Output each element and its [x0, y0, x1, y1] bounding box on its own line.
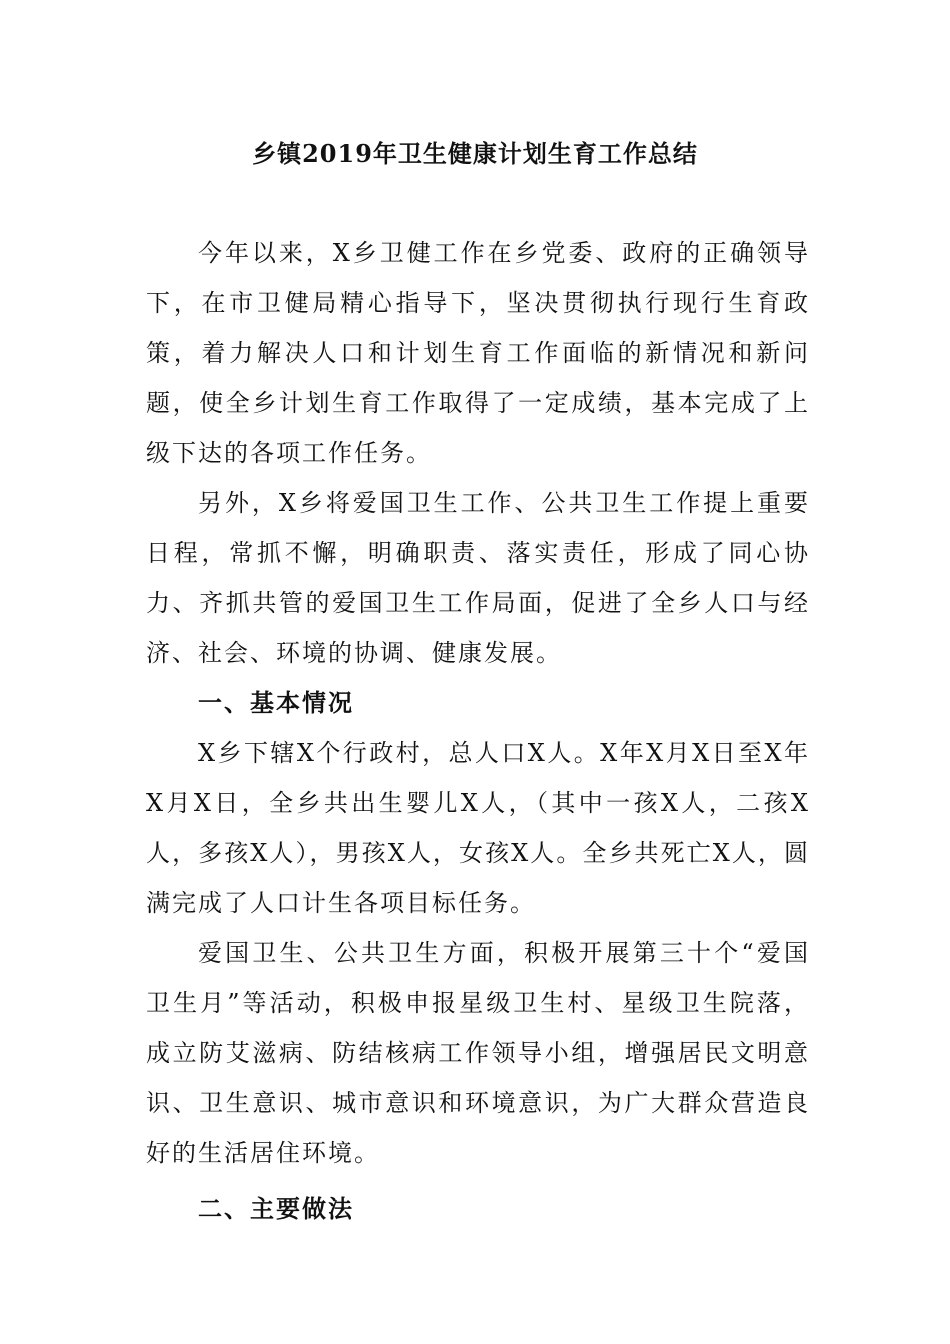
document-title: 乡镇2019年卫生健康计划生育工作总结 [252, 139, 698, 168]
document-body [146, 228, 810, 1234]
section-heading-main-practices: 二、主要做法 [198, 1194, 354, 1223]
section-heading-basic-situation: 一、基本情况 [198, 688, 354, 717]
section-paragraph: X乡下辖X个行政村，总人口X人。X年X月X日至X年X月X日，全乡共出生婴儿X人，（其中一孩X人，二孩X人，多孩X人），男孩X人，女孩X人。全乡共死亡X人，圆满完成了人口计生各项目标任务。 [146, 739, 810, 917]
intro-paragraph: 另外，X乡将爱国卫生工作、公共卫生工作提上重要日程，常抓不懈，明确职责、落实责任，形成了同心协力、齐抓共管的爱国卫生工作局面，促进了全乡人口与经济、社会、环境的协调、健康发展。 [146, 489, 810, 667]
intro-paragraph: 今年以来，X乡卫健工作在乡党委、政府的正确领导下，在市卫健局精心指导下，坚决贯彻执行现行生育政策，着力解决人口和计划生育工作面临的新情况和新问题，使全乡计划生育工作取得了一定成绩，基本完成了上级下达的各项工作任务。 [146, 239, 810, 467]
section-paragraph: 爱国卫生、公共卫生方面，积极开展第三十个“爱国卫生月”等活动，积极申报星级卫生村、星级卫生院落，成立防艾滋病、防结核病工作领导小组，增强居民文明意识、卫生意识、城市意识和环境意识，为广大群众营造良好的生活居住环境。 [146, 939, 810, 1167]
